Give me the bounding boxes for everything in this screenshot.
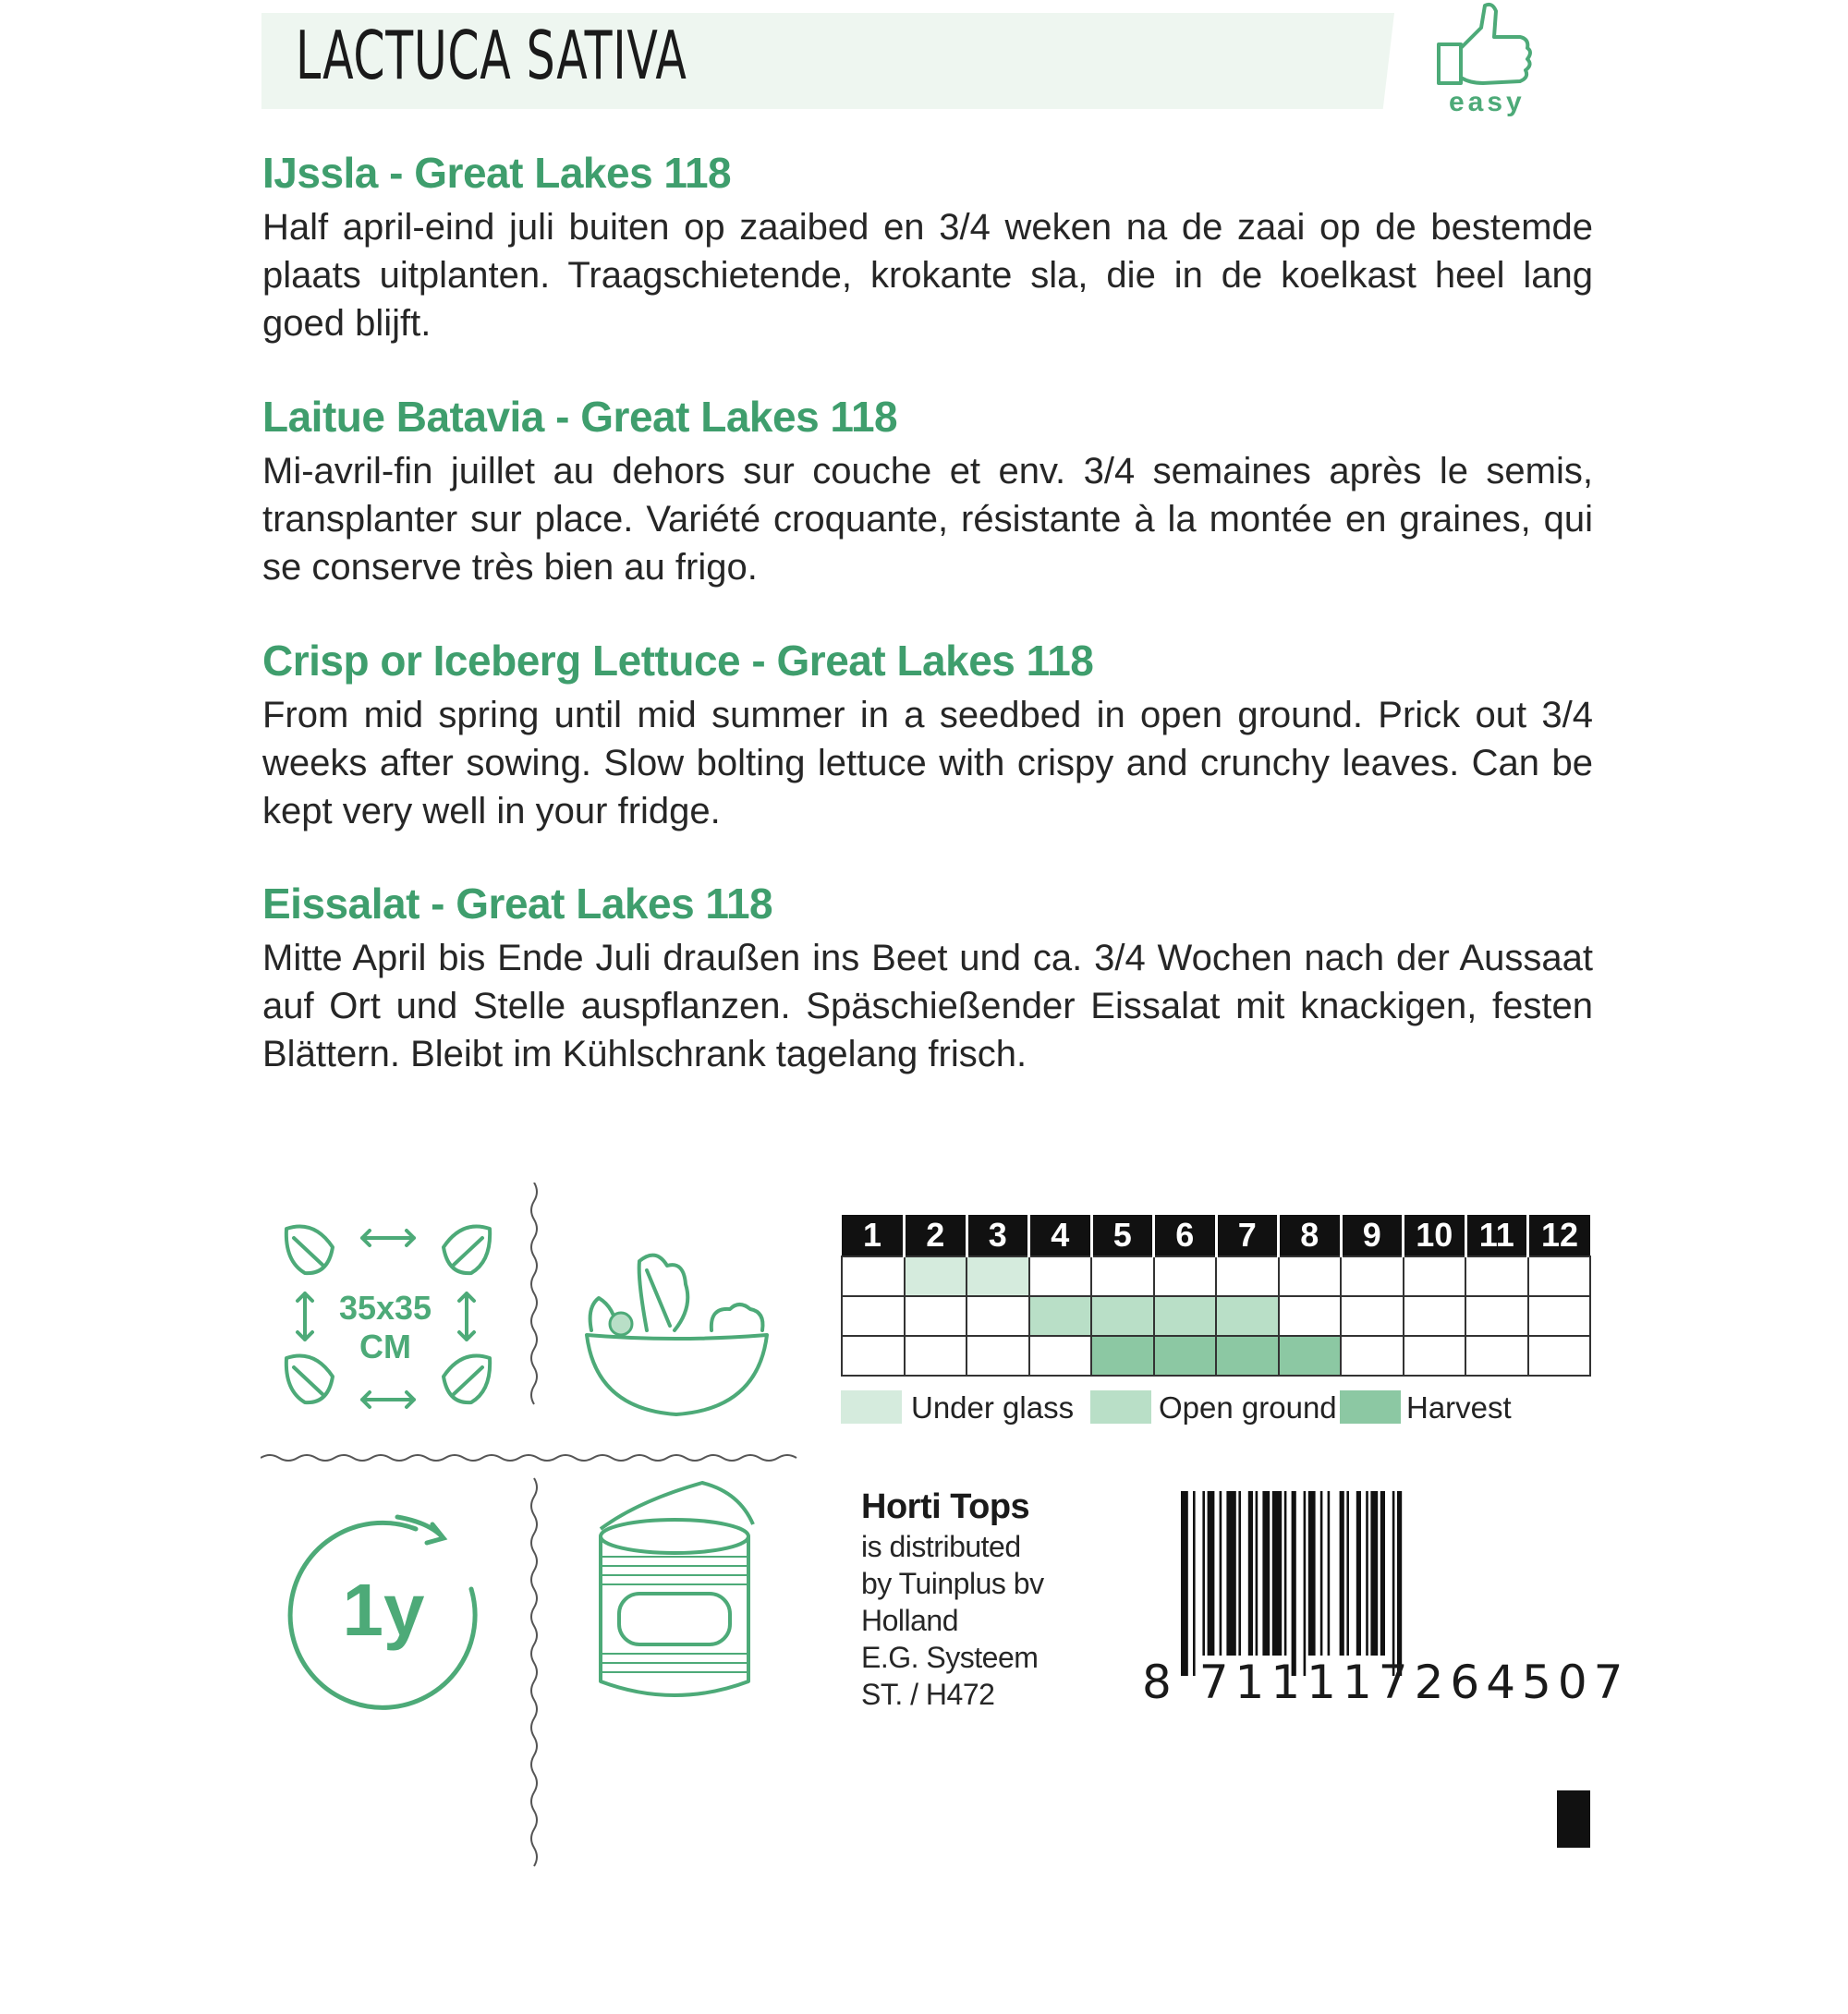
calendar-cell — [842, 1296, 905, 1336]
section-french — [262, 392, 1593, 591]
calendar-cell — [1404, 1336, 1466, 1376]
calendar-cell — [1528, 1296, 1591, 1336]
calendar-cell — [967, 1336, 1029, 1376]
barcode-bar — [1346, 1491, 1349, 1656]
distributor-info — [861, 1486, 1044, 1713]
barcode-bar — [1272, 1491, 1282, 1656]
barcode-bar — [1292, 1491, 1296, 1676]
barcode-bar — [1220, 1491, 1222, 1656]
calendar-cell — [967, 1296, 1029, 1336]
section-english — [262, 636, 1593, 835]
calendar-cell — [1029, 1256, 1092, 1296]
distributor-line: is distributed — [861, 1530, 1021, 1563]
month-header: 6 — [1154, 1215, 1217, 1256]
barcode-bar — [1328, 1491, 1331, 1656]
calendar-cell — [905, 1256, 967, 1296]
calendar-cell — [1091, 1296, 1154, 1336]
legend-label: Under glass — [911, 1390, 1075, 1425]
calendar-row — [842, 1336, 1590, 1376]
calendar-cell — [1029, 1336, 1092, 1376]
barcode-number — [1142, 1656, 1629, 1709]
calendar-cell — [842, 1336, 905, 1376]
barcode-bar — [1226, 1491, 1235, 1656]
month-header: 2 — [905, 1215, 967, 1256]
section-heading: Eissalat - Great Lakes 118 — [262, 880, 773, 928]
calendar-cell — [1404, 1296, 1466, 1336]
calendar-cell — [1279, 1336, 1342, 1376]
calendar-cell — [1216, 1336, 1279, 1376]
barcode-digits: 711117264507 — [1198, 1656, 1630, 1709]
calendar-cell — [967, 1256, 1029, 1296]
calendar-cell — [1279, 1256, 1342, 1296]
calendar-cell — [1341, 1336, 1404, 1376]
barcode-bar — [1304, 1491, 1307, 1676]
calendar-cell — [1404, 1256, 1466, 1296]
month-header: 8 — [1279, 1215, 1342, 1256]
calendar-cell — [1216, 1296, 1279, 1336]
sowing-calendar — [841, 1215, 1591, 1377]
calendar-cell — [1091, 1336, 1154, 1376]
spacing-value: 35x35 — [338, 1289, 432, 1327]
month-header: 3 — [967, 1215, 1029, 1256]
section-heading: IJssla - Great Lakes 118 — [262, 149, 732, 197]
calendar-cell — [1154, 1336, 1217, 1376]
legend-swatch-open-ground — [1090, 1390, 1151, 1424]
calendar-cell — [842, 1256, 905, 1296]
calendar-cell — [1465, 1256, 1528, 1296]
calendar-cell — [1091, 1256, 1154, 1296]
distributor-line: ST. / H472 — [861, 1678, 995, 1711]
calendar-cell — [905, 1296, 967, 1336]
section-text: Half april-eind juli buiten op zaaibed en 3/4 weken na de zaai op de bestemde plaats uitplanten. Traagschietende, krokante sla, die in de koelkast heel lang goed blijft. — [262, 207, 1593, 344]
easy-label: easy — [1449, 87, 1526, 117]
barcode-bar — [1392, 1491, 1395, 1676]
barcode-bar — [1262, 1491, 1270, 1656]
legend-label: Open ground — [1159, 1390, 1337, 1425]
month-header: 10 — [1404, 1215, 1466, 1256]
section-heading: Crisp or Iceberg Lettuce - Great Lakes 118 — [262, 637, 1094, 685]
calendar-cell — [905, 1336, 967, 1376]
species-title: LACTUCA SATIVA — [296, 17, 687, 94]
calendar-cell — [1528, 1336, 1591, 1376]
barcode-bar — [1340, 1491, 1344, 1656]
calendar-table — [841, 1215, 1591, 1377]
section-dutch — [262, 148, 1593, 347]
barcode — [1181, 1491, 1584, 1676]
month-header: 5 — [1091, 1215, 1154, 1256]
legend-label: Harvest — [1406, 1390, 1512, 1425]
barcode-bar — [1366, 1491, 1368, 1656]
barcode-bar — [1208, 1491, 1215, 1656]
barcode-bar — [1320, 1491, 1323, 1656]
spacing-unit: CM — [359, 1328, 411, 1365]
barcode-bar — [1284, 1491, 1287, 1656]
calendar-cell — [1341, 1256, 1404, 1296]
barcode-bar — [1370, 1491, 1378, 1656]
section-text: Mitte April bis Ende Juli draußen ins Beet und ca. 3/4 Wochen nach der Aussaat auf Ort und Stelle auspflanzen. Späschießender Eissalat mit knackigen, festen Blättern. Bleibt im Kühlschrank tagelang frisch. — [262, 938, 1593, 1074]
calendar-cell — [1465, 1296, 1528, 1336]
calendar-cell — [1154, 1296, 1217, 1336]
legend-swatch-under-glass — [841, 1390, 902, 1424]
barcode-bar — [1238, 1491, 1241, 1656]
barcode-bar — [1380, 1491, 1385, 1656]
barcode-bar — [1193, 1491, 1196, 1676]
salad-bowl-icon — [582, 1243, 772, 1418]
calendar-row — [842, 1296, 1590, 1336]
tin-can-icon — [591, 1474, 758, 1705]
shelf-life-icon — [277, 1506, 490, 1718]
barcode-bar — [1202, 1491, 1205, 1656]
calendar-cell — [1279, 1296, 1342, 1336]
month-header: 7 — [1216, 1215, 1279, 1256]
barcode-bar — [1248, 1491, 1253, 1656]
distributor-line: E.G. Systeem — [861, 1641, 1039, 1674]
barcode-bar — [1308, 1491, 1316, 1656]
calendar-row — [842, 1256, 1590, 1296]
calendar-cell — [1465, 1336, 1528, 1376]
barcode-bar — [1181, 1491, 1188, 1676]
spacing-label — [330, 1289, 441, 1366]
calendar-cell — [1154, 1256, 1217, 1296]
month-header: 4 — [1029, 1215, 1092, 1256]
registration-mark — [1557, 1790, 1590, 1848]
section-heading: Laitue Batavia - Great Lakes 118 — [262, 393, 898, 441]
brand-name: Horti Tops — [861, 1487, 1030, 1526]
section-text: Mi-avril-fin juillet au dehors sur couche et env. 3/4 semaines après le semis, transplanter sur place. Variété croquante, résistante à la montée en graines, qui se conserve très bien au frigo. — [262, 451, 1593, 588]
calendar-cell — [1528, 1256, 1591, 1296]
calendar-cell — [1216, 1256, 1279, 1296]
calendar-cell — [1341, 1296, 1404, 1336]
section-text: From mid spring until mid summer in a seedbed in open ground. Prick out 3/4 weeks after sowing. Slow bolting lettuce with crispy and crunchy leaves. Can be kept very well in your fridge. — [262, 695, 1593, 831]
month-header: 11 — [1465, 1215, 1528, 1256]
distributor-line: by Tuinplus bv — [861, 1567, 1044, 1600]
barcode-bar — [1397, 1491, 1402, 1676]
calendar-legend — [841, 1390, 1591, 1431]
section-german — [262, 879, 1593, 1078]
barcode-bar — [1356, 1491, 1361, 1656]
calendar-cell — [1029, 1296, 1092, 1336]
barcode-first-digit: 8 — [1142, 1656, 1178, 1709]
distributor-line: Holland — [861, 1604, 959, 1637]
month-header: 9 — [1341, 1215, 1404, 1256]
legend-swatch-harvest — [1340, 1390, 1401, 1424]
month-header: 1 — [842, 1215, 905, 1256]
month-header: 12 — [1528, 1215, 1591, 1256]
barcode-bar — [1256, 1491, 1258, 1656]
shelf-life-label: 1y — [342, 1569, 425, 1651]
